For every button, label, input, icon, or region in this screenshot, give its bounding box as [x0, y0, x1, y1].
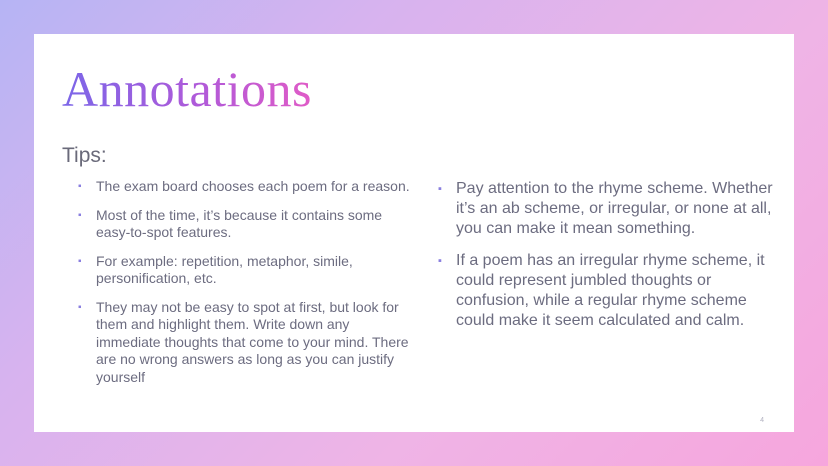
list-item	[438, 251, 783, 331]
bullet-icon: ▪	[78, 301, 82, 313]
tips-heading: Tips:	[62, 144, 107, 167]
bullet-icon: ▪	[438, 183, 442, 195]
list-item	[78, 207, 413, 242]
bullet-text: Pay attention to the rhyme scheme. Whether it’s an ab scheme, or irregular, or none at all, you can make it mean something.	[456, 180, 773, 237]
bullet-text: For example: repetition, metaphor, simile, personification, etc.	[96, 252, 353, 286]
list-item	[78, 253, 413, 288]
bullet-icon: ▪	[78, 181, 82, 192]
bullet-icon: ▪	[438, 255, 442, 267]
bullet-icon: ▪	[78, 255, 82, 267]
list-item	[438, 179, 783, 239]
slide-title: Annotations	[62, 61, 312, 117]
bullet-text: If a poem has an irregular rhyme scheme, it could represent jumbled thoughts or confusion, while a regular rhyme scheme could make it seem calculated and calm.	[456, 252, 765, 329]
bullet-text: They may not be easy to spot at first, but look for them and highlight them. Write down any immediate thoughts that come to your mind. There are no wrong answers as long as you can justify yourself	[96, 298, 409, 385]
bullet-text: Most of the time, it’s because it contains some easy-to-spot features.	[96, 206, 383, 240]
bullet-icon: ▪	[78, 209, 82, 221]
list-item	[78, 299, 413, 387]
list-item	[78, 178, 413, 196]
slide-card	[34, 34, 794, 432]
slide-number: 4	[760, 417, 764, 424]
left-bullet-list	[78, 178, 413, 397]
bullet-text: The exam board chooses each poem for a reason.	[96, 178, 410, 194]
right-bullet-list	[438, 179, 783, 343]
